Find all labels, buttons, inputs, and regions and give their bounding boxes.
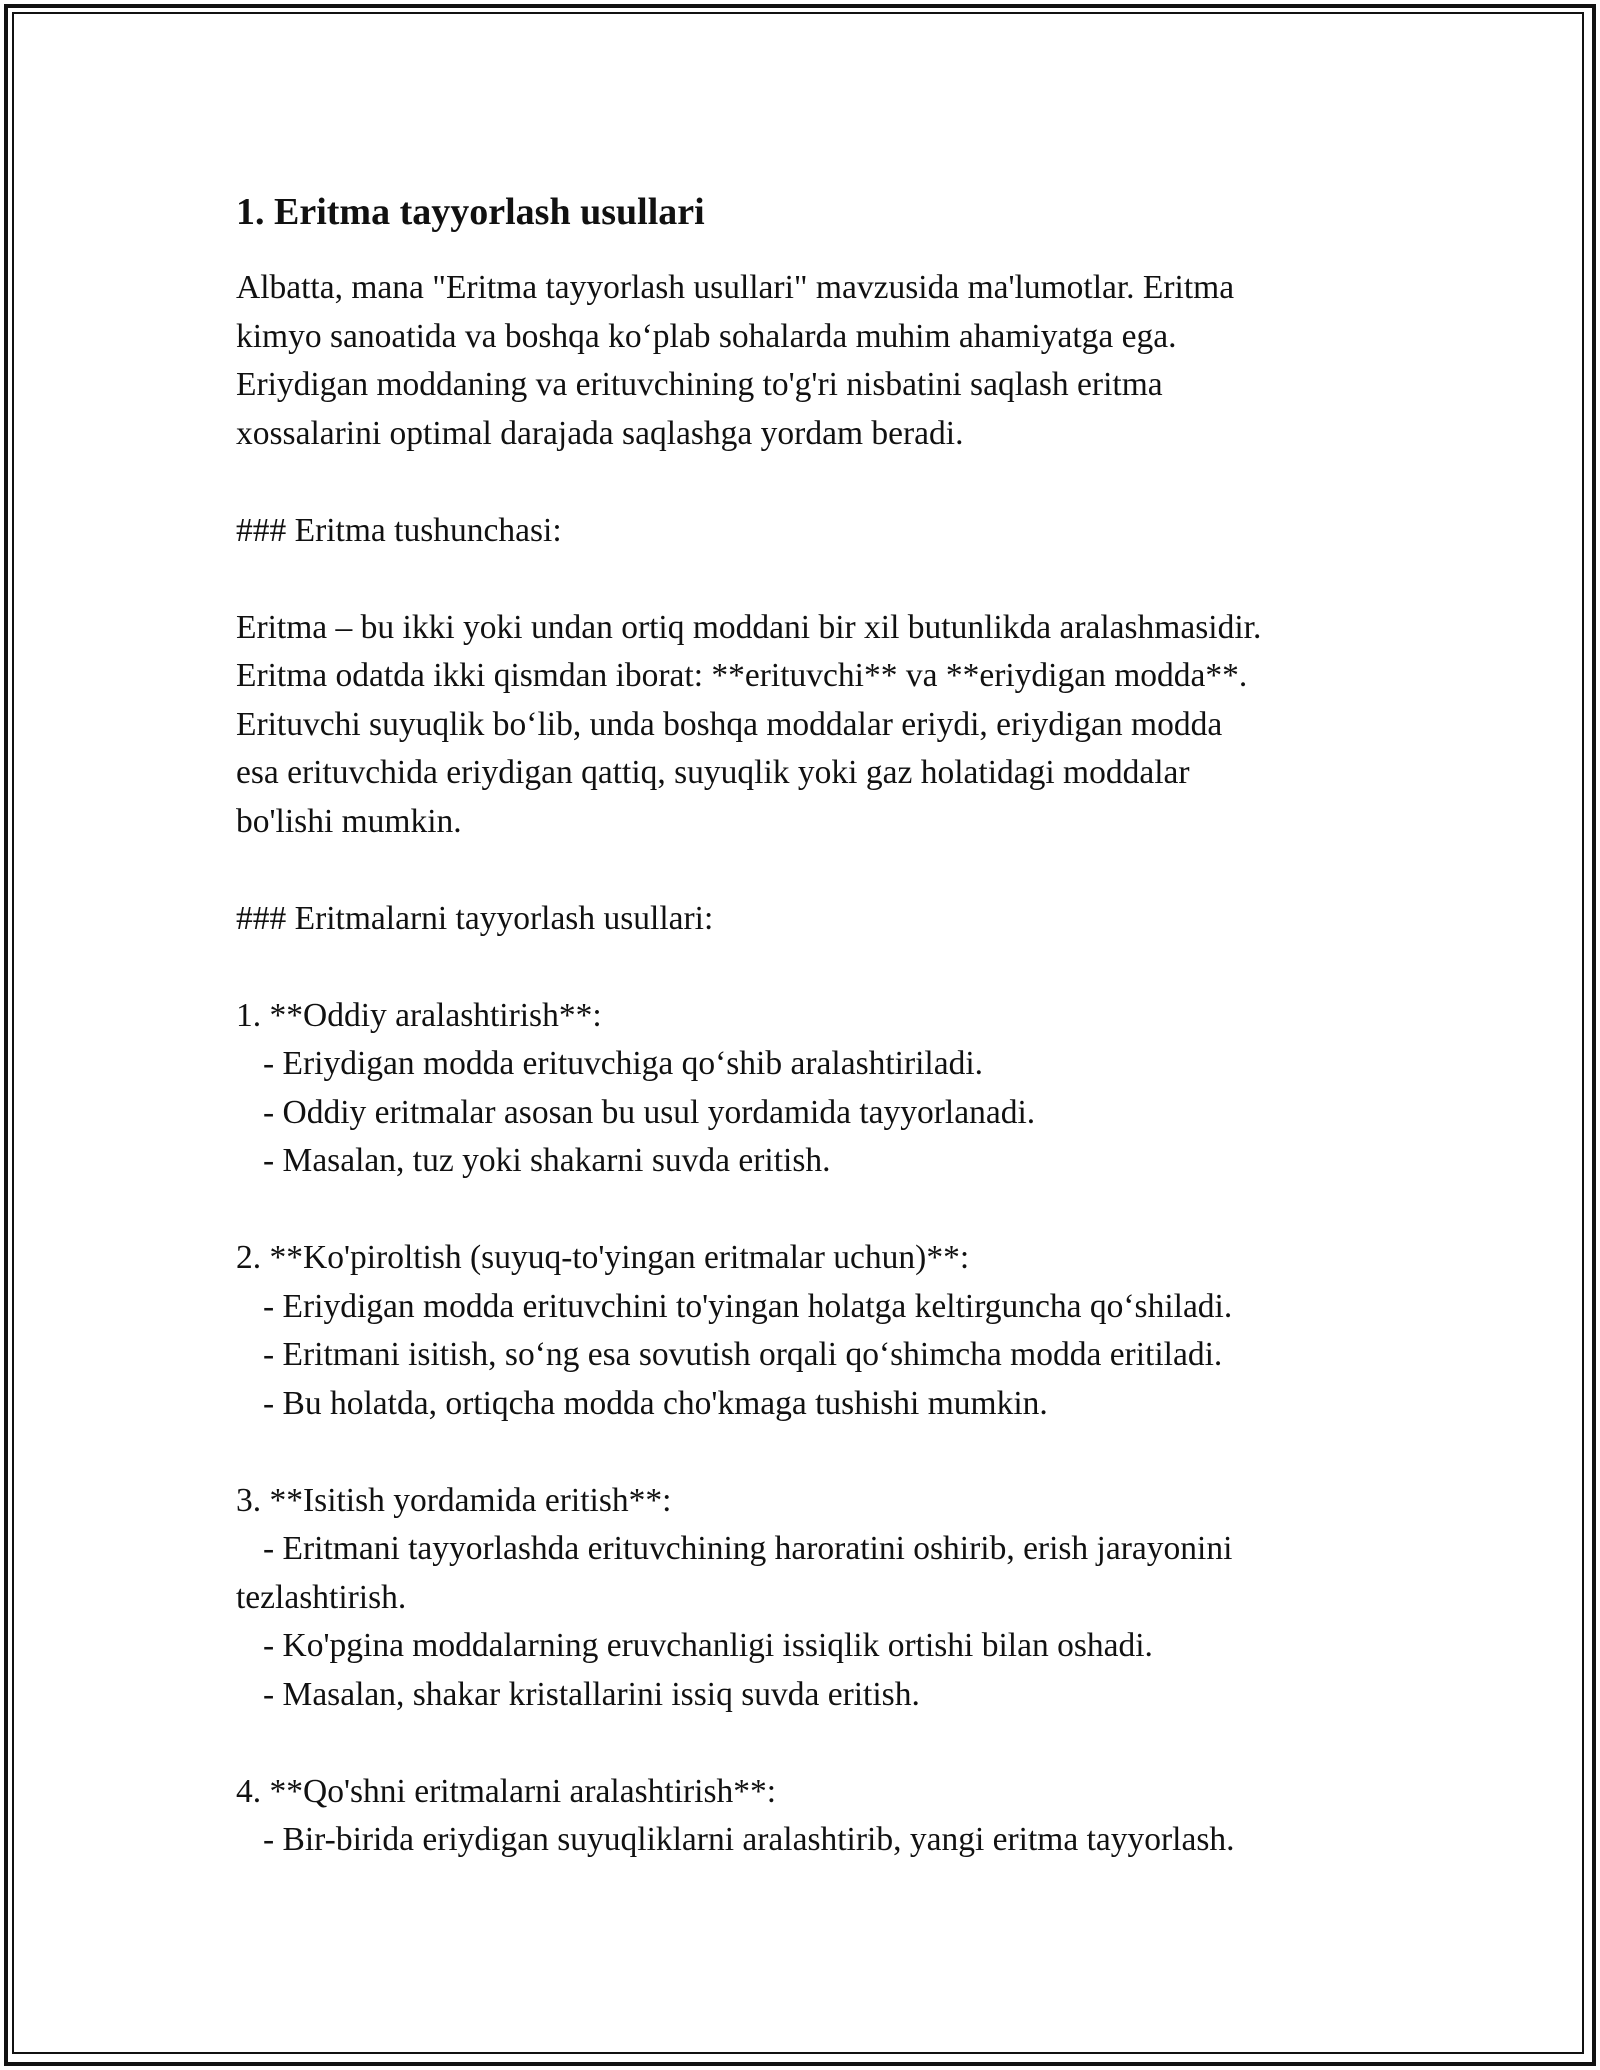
text-line: xossalarini optimal darajada saqlashga yordam beradi. xyxy=(236,414,964,452)
method-bullet: - Ko'pgina moddalarning eruvchanligi issiqlik ortishi bilan oshadi. xyxy=(263,1627,1153,1664)
text-line: esa erituvchida eriydigan qattiq, suyuqlik yoki gaz holatidagi moddalar xyxy=(236,754,1190,791)
method-bullet: - Eritmani tayyorlashda erituvchining haroratini oshirib, erish jarayonini xyxy=(263,1530,1233,1567)
method-item xyxy=(236,1234,1396,1428)
method-title: 1. **Oddiy aralashtirish**: xyxy=(236,996,602,1034)
section-heading-methods: ### Eritmalarni tayyorlash usullari: xyxy=(236,899,714,937)
text-line: Eritma – bu ikki yoki undan ortiq moddani bir xil butunlikda aralashmasidir. xyxy=(236,608,1262,646)
method-bullet: - Bu holatda, ortiqcha modda cho'kmaga tushishi mumkin. xyxy=(263,1384,1048,1422)
method-title: 4. **Qo'shni eritmalarni aralashtirish**: xyxy=(236,1772,777,1810)
method-bullet-continuation: tezlashtirish. xyxy=(236,1578,407,1616)
text-line: kimyo sanoatida va boshqa ko‘plab sohalarda muhim ahamiyatga ega. xyxy=(236,317,1177,355)
document-body xyxy=(236,188,1396,1865)
method-bullet: - Masalan, shakar kristallarini issiq suvda eritish. xyxy=(263,1675,920,1713)
page-title: 1. Eritma tayyorlash usullari xyxy=(236,191,705,233)
method-bullet: - Eritmani isitish, so‘ng esa sovutish orqali qo‘shimcha modda eritiladi. xyxy=(263,1336,1223,1373)
method-bullet: - Masalan, tuz yoki shakarni suvda eritish. xyxy=(263,1142,831,1179)
method-bullet: - Eriydigan modda erituvchini to'yingan holatga keltirguncha qo‘shiladi. xyxy=(263,1287,1233,1325)
method-title: 2. **Ko'piroltish (suyuq-to'yingan eritmalar uchun)**: xyxy=(236,1239,970,1276)
method-item xyxy=(236,992,1396,1186)
text-line: Eriydigan moddaning va erituvchining to'g'ri nisbatini saqlash eritma xyxy=(236,366,1163,403)
method-bullet: - Bir-birida eriydigan suyuqliklarni aralashtirib, yangi eritma tayyorlash. xyxy=(263,1821,1235,1858)
concept-paragraph xyxy=(236,604,1396,847)
text-line: Erituvchi suyuqlik bo‘lib, unda boshqa moddalar eriydi, eriydigan modda xyxy=(236,705,1223,743)
text-line: Albatta, mana "Eritma tayyorlash usullari" mavzusida ma'lumotlar. Eritma xyxy=(236,269,1235,306)
method-item xyxy=(236,1768,1396,1865)
method-bullet: - Oddiy eritmalar asosan bu usul yordamida tayyorlanadi. xyxy=(263,1093,1036,1131)
method-item xyxy=(236,1477,1396,1720)
section-heading-concept: ### Eritma tushunchasi: xyxy=(236,511,562,549)
method-title: 3. **Isitish yordamida eritish**: xyxy=(236,1481,672,1519)
intro-paragraph xyxy=(236,264,1396,458)
text-line: bo'lishi mumkin. xyxy=(236,802,462,840)
text-line: Eritma odatda ikki qismdan iborat: **erituvchi** va **eriydigan modda**. xyxy=(236,657,1248,694)
method-bullet: - Eriydigan modda erituvchiga qo‘shib aralashtiriladi. xyxy=(263,1045,984,1082)
